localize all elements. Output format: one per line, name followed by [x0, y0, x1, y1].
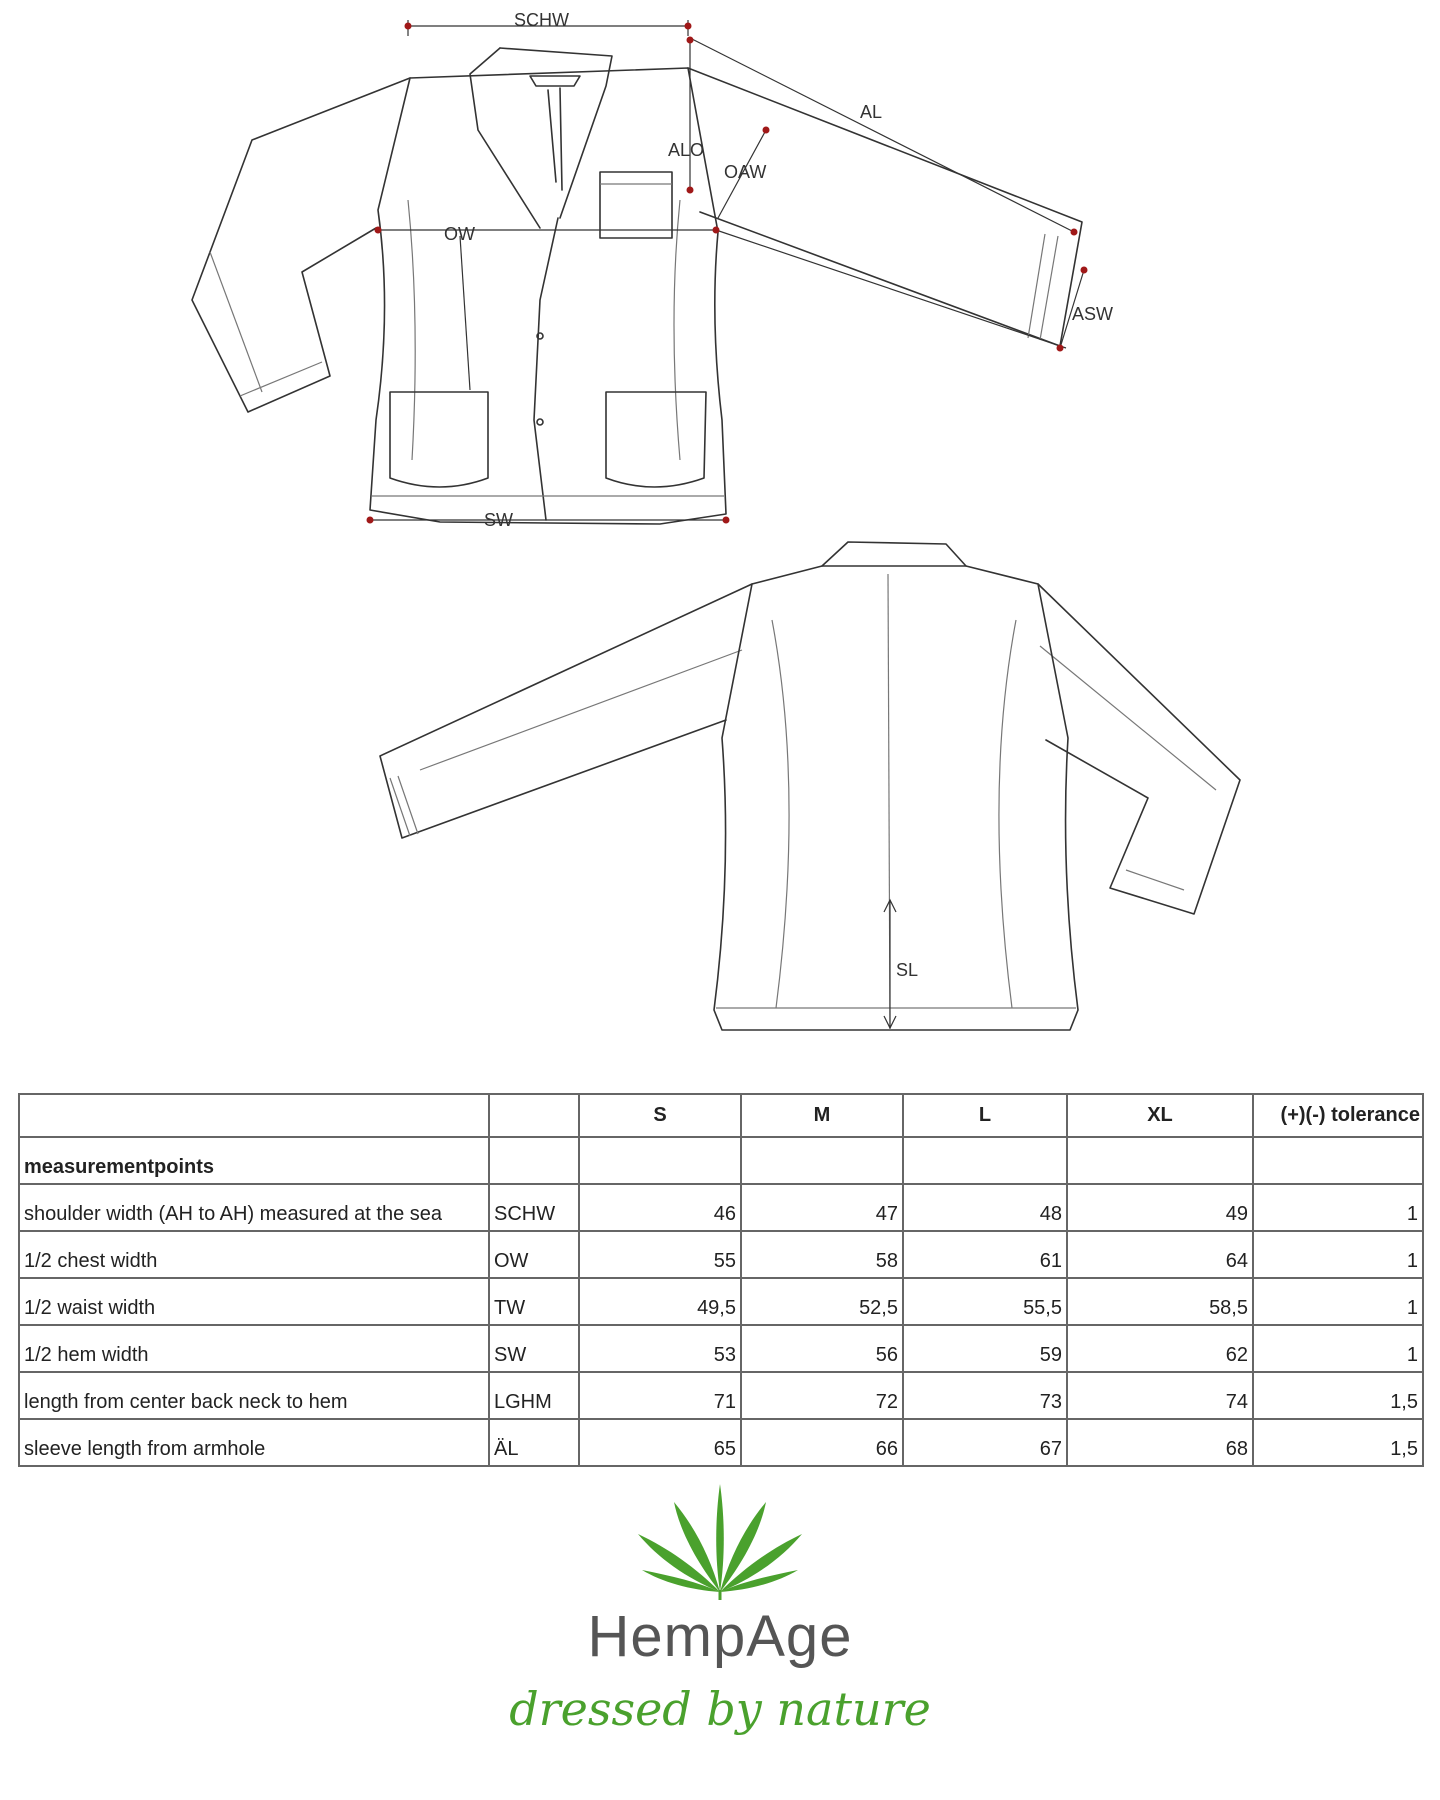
tolerance-header: (+)(-) tolerance — [1253, 1094, 1423, 1137]
value-m: 56 — [741, 1325, 903, 1372]
value-xl: 58,5 — [1067, 1278, 1253, 1325]
value-l: 61 — [903, 1231, 1067, 1278]
table-header-row — [19, 1094, 1423, 1137]
table-header-cell — [19, 1094, 489, 1137]
label-ow: OW — [444, 224, 475, 244]
value-s: 46 — [579, 1184, 741, 1231]
hemp-leaf-icon — [620, 1480, 820, 1600]
value-m: 66 — [741, 1419, 903, 1466]
row-code: LGHM — [489, 1372, 579, 1419]
value-tolerance: 1,5 — [1253, 1372, 1423, 1419]
row-label: 1/2 hem width — [19, 1325, 489, 1372]
label-sw: SW — [484, 510, 513, 530]
value-m: 52,5 — [741, 1278, 903, 1325]
row-label: 1/2 chest width — [19, 1231, 489, 1278]
value-xl: 68 — [1067, 1419, 1253, 1466]
value-s: 71 — [579, 1372, 741, 1419]
value-l: 59 — [903, 1325, 1067, 1372]
value-xl: 74 — [1067, 1372, 1253, 1419]
value-m: 72 — [741, 1372, 903, 1419]
row-code: OW — [489, 1231, 579, 1278]
label-sl: SL — [896, 960, 919, 980]
size-header-xl: XL — [1067, 1094, 1253, 1137]
value-xl: 64 — [1067, 1231, 1253, 1278]
label-oaw: OAW — [724, 162, 767, 182]
table-row — [19, 1278, 1423, 1325]
value-xl: 49 — [1067, 1184, 1253, 1231]
table-row — [19, 1231, 1423, 1278]
value-m: 47 — [741, 1184, 903, 1231]
value-tolerance: 1,5 — [1253, 1419, 1423, 1466]
row-code: TW — [489, 1278, 579, 1325]
label-al: AL — [860, 102, 883, 122]
label-alo: ALO — [668, 140, 705, 160]
value-s: 53 — [579, 1325, 741, 1372]
value-m: 58 — [741, 1231, 903, 1278]
label-schw: SCHW — [514, 10, 569, 30]
table-header-cell — [489, 1094, 579, 1137]
back-view-drawing — [380, 542, 1240, 1030]
table-row — [19, 1372, 1423, 1419]
value-tolerance: 1 — [1253, 1184, 1423, 1231]
label-asw: ASW — [1072, 304, 1114, 324]
row-code: SW — [489, 1325, 579, 1372]
row-label: shoulder width (AH to AH) measured at the sea — [19, 1184, 489, 1231]
section-label: measurementpoints — [19, 1137, 489, 1184]
value-l: 67 — [903, 1419, 1067, 1466]
value-l: 73 — [903, 1372, 1067, 1419]
value-tolerance: 1 — [1253, 1278, 1423, 1325]
row-label: 1/2 waist width — [19, 1278, 489, 1325]
brand-tagline: dressed by nature — [509, 1682, 931, 1736]
value-xl: 62 — [1067, 1325, 1253, 1372]
size-chart-table — [18, 1093, 1424, 1467]
value-s: 49,5 — [579, 1278, 741, 1325]
value-l: 48 — [903, 1184, 1067, 1231]
value-tolerance: 1 — [1253, 1325, 1423, 1372]
row-code: ÄL — [489, 1419, 579, 1466]
front-view-drawing — [192, 10, 1113, 530]
size-header-l: L — [903, 1094, 1067, 1137]
value-tolerance: 1 — [1253, 1231, 1423, 1278]
value-s: 55 — [579, 1231, 741, 1278]
brand-block — [0, 1480, 1440, 1800]
value-l: 55,5 — [903, 1278, 1067, 1325]
row-label: sleeve length from armhole — [19, 1419, 489, 1466]
size-header-s: S — [579, 1094, 741, 1137]
row-label: length from center back neck to hem — [19, 1372, 489, 1419]
table-row — [19, 1184, 1423, 1231]
table-row — [19, 1325, 1423, 1372]
brand-name: HempAge — [587, 1604, 853, 1669]
table-section-row — [19, 1137, 1423, 1184]
value-s: 65 — [579, 1419, 741, 1466]
table-row — [19, 1419, 1423, 1466]
size-header-m: M — [741, 1094, 903, 1137]
row-code: SCHW — [489, 1184, 579, 1231]
